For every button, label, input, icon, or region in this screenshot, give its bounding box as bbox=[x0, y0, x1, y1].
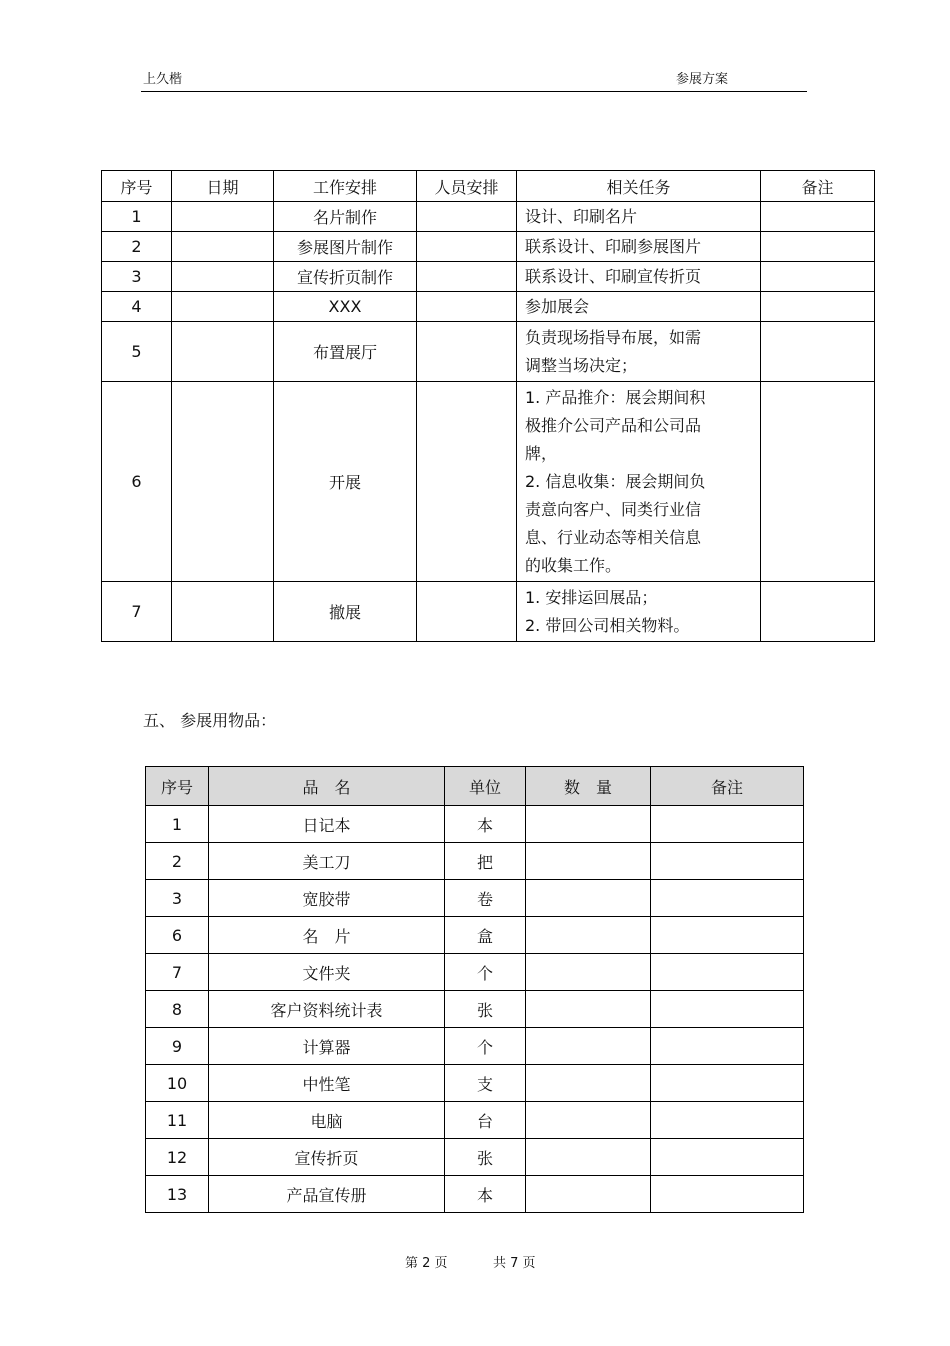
supplies-cell-qty bbox=[526, 917, 651, 954]
task-line: 极推介公司产品和公司品 bbox=[525, 415, 702, 435]
supplies-cell-no: 7 bbox=[146, 954, 209, 991]
supplies-cell-no: 12 bbox=[146, 1139, 209, 1176]
header-company: 上久楷 bbox=[143, 72, 183, 87]
supplies-header-unit: 单位 bbox=[445, 767, 526, 806]
schedule-header-staff: 人员安排 bbox=[417, 171, 517, 202]
schedule-cell-staff bbox=[417, 202, 517, 232]
supplies-cell-no: 2 bbox=[146, 843, 209, 880]
task-line: 责意向客户、同类行业信 bbox=[525, 499, 702, 519]
schedule-cell-note bbox=[761, 322, 875, 382]
schedule-cell-date bbox=[172, 292, 274, 322]
supplies-cell-qty bbox=[526, 806, 651, 843]
supplies-cell-note bbox=[651, 1139, 804, 1176]
schedule-cell-task bbox=[517, 292, 761, 322]
schedule-cell-note bbox=[761, 202, 875, 232]
supplies-cell-note bbox=[651, 843, 804, 880]
schedule-cell-work: 参展图片制作 bbox=[274, 232, 417, 262]
supplies-cell-name: 日记本 bbox=[209, 806, 445, 843]
supplies-row bbox=[146, 1139, 804, 1176]
schedule-cell-staff bbox=[417, 382, 517, 582]
supplies-row bbox=[146, 917, 804, 954]
schedule-cell-task bbox=[517, 232, 761, 262]
schedule-header-task: 相关任务 bbox=[517, 171, 761, 202]
task-line: 联系设计、印刷参展图片 bbox=[525, 236, 702, 256]
schedule-cell-no: 2 bbox=[102, 232, 172, 262]
supplies-cell-name: 计算器 bbox=[209, 1028, 445, 1065]
supplies-cell-note bbox=[651, 880, 804, 917]
supplies-cell-no: 9 bbox=[146, 1028, 209, 1065]
supplies-row bbox=[146, 1028, 804, 1065]
schedule-cell-task bbox=[517, 202, 761, 232]
supplies-header-row bbox=[146, 767, 804, 806]
supplies-cell-unit: 本 bbox=[445, 1176, 526, 1213]
schedule-cell-work: 宣传折页制作 bbox=[274, 262, 417, 292]
schedule-cell-no: 5 bbox=[102, 322, 172, 382]
supplies-cell-qty bbox=[526, 1065, 651, 1102]
schedule-row bbox=[102, 582, 875, 642]
schedule-cell-work: 布置展厅 bbox=[274, 322, 417, 382]
schedule-cell-no: 1 bbox=[102, 202, 172, 232]
supplies-row bbox=[146, 880, 804, 917]
supplies-cell-no: 13 bbox=[146, 1176, 209, 1213]
schedule-row bbox=[102, 322, 875, 382]
supplies-cell-qty bbox=[526, 1102, 651, 1139]
schedule-cell-note bbox=[761, 292, 875, 322]
task-line: 息、行业动态等相关信息 bbox=[525, 527, 702, 547]
schedule-cell-note bbox=[761, 232, 875, 262]
schedule-cell-no: 6 bbox=[102, 382, 172, 582]
supplies-cell-qty bbox=[526, 991, 651, 1028]
task-line: 2. 带回公司相关物料。 bbox=[525, 615, 690, 635]
supplies-cell-name: 电脑 bbox=[209, 1102, 445, 1139]
header-rule bbox=[141, 91, 807, 92]
schedule-row bbox=[102, 232, 875, 262]
task-line: 的收集工作。 bbox=[525, 555, 622, 575]
schedule-cell-date bbox=[172, 202, 274, 232]
schedule-cell-no: 4 bbox=[102, 292, 172, 322]
supplies-cell-qty bbox=[526, 880, 651, 917]
schedule-row bbox=[102, 382, 875, 582]
schedule-cell-work: 撤展 bbox=[274, 582, 417, 642]
supplies-cell-no: 6 bbox=[146, 917, 209, 954]
supplies-cell-no: 10 bbox=[146, 1065, 209, 1102]
supplies-header-name: 品 名 bbox=[209, 767, 445, 806]
supplies-cell-unit: 台 bbox=[445, 1102, 526, 1139]
supplies-cell-note bbox=[651, 806, 804, 843]
supplies-cell-unit: 卷 bbox=[445, 880, 526, 917]
supplies-header-no: 序号 bbox=[146, 767, 209, 806]
schedule-header-note: 备注 bbox=[761, 171, 875, 202]
supplies-cell-qty bbox=[526, 1139, 651, 1176]
supplies-cell-unit: 个 bbox=[445, 1028, 526, 1065]
task-line: 调整当场决定； bbox=[525, 355, 638, 375]
supplies-cell-note bbox=[651, 1028, 804, 1065]
schedule-cell-date bbox=[172, 582, 274, 642]
supplies-cell-note bbox=[651, 1065, 804, 1102]
supplies-row bbox=[146, 806, 804, 843]
schedule-cell-task bbox=[517, 382, 761, 582]
supplies-cell-unit: 张 bbox=[445, 1139, 526, 1176]
supplies-row bbox=[146, 1102, 804, 1139]
schedule-header-row bbox=[102, 171, 875, 202]
schedule-cell-date bbox=[172, 262, 274, 292]
supplies-cell-qty bbox=[526, 1176, 651, 1213]
schedule-cell-staff bbox=[417, 292, 517, 322]
supplies-cell-name: 中性笔 bbox=[209, 1065, 445, 1102]
supplies-cell-note bbox=[651, 991, 804, 1028]
supplies-cell-name: 宽胶带 bbox=[209, 880, 445, 917]
task-line: 牌， bbox=[525, 443, 558, 463]
page-number: 第 2 页 bbox=[405, 1256, 448, 1271]
supplies-cell-no: 8 bbox=[146, 991, 209, 1028]
supplies-cell-unit: 本 bbox=[445, 806, 526, 843]
supplies-cell-name: 美工刀 bbox=[209, 843, 445, 880]
schedule-cell-date bbox=[172, 322, 274, 382]
schedule-cell-work: 名片制作 bbox=[274, 202, 417, 232]
supplies-row bbox=[146, 843, 804, 880]
supplies-cell-qty bbox=[526, 843, 651, 880]
supplies-cell-name: 宣传折页 bbox=[209, 1139, 445, 1176]
schedule-cell-note bbox=[761, 382, 875, 582]
schedule-cell-work: 开展 bbox=[274, 382, 417, 582]
schedule-cell-task bbox=[517, 262, 761, 292]
supplies-cell-name: 文件夹 bbox=[209, 954, 445, 991]
supplies-cell-qty bbox=[526, 1028, 651, 1065]
supplies-header-qty: 数 量 bbox=[526, 767, 651, 806]
schedule-row bbox=[102, 202, 875, 232]
supplies-cell-unit: 把 bbox=[445, 843, 526, 880]
schedule-row bbox=[102, 292, 875, 322]
schedule-cell-staff bbox=[417, 322, 517, 382]
supplies-row bbox=[146, 954, 804, 991]
header-doc-title: 参展方案 bbox=[676, 72, 729, 87]
supplies-header-note: 备注 bbox=[651, 767, 804, 806]
task-line: 联系设计、印刷宣传折页 bbox=[525, 266, 702, 286]
supplies-cell-note bbox=[651, 954, 804, 991]
supplies-cell-note bbox=[651, 1176, 804, 1213]
supplies-cell-name: 产品宣传册 bbox=[209, 1176, 445, 1213]
schedule-cell-no: 3 bbox=[102, 262, 172, 292]
task-line: 参加展会 bbox=[525, 296, 590, 316]
supplies-cell-unit: 盒 bbox=[445, 917, 526, 954]
supplies-row bbox=[146, 1065, 804, 1102]
schedule-cell-staff bbox=[417, 232, 517, 262]
schedule-cell-date bbox=[172, 232, 274, 262]
supplies-cell-no: 1 bbox=[146, 806, 209, 843]
task-line: 1. 产品推介：展会期间积 bbox=[525, 387, 706, 407]
page-total: 共 7 页 bbox=[493, 1256, 536, 1271]
supplies-row bbox=[146, 1176, 804, 1213]
supplies-cell-unit: 支 bbox=[445, 1065, 526, 1102]
schedule-cell-staff bbox=[417, 262, 517, 292]
supplies-row bbox=[146, 991, 804, 1028]
schedule-cell-note bbox=[761, 262, 875, 292]
schedule-cell-work: XXX bbox=[274, 292, 417, 322]
supplies-cell-unit: 个 bbox=[445, 954, 526, 991]
supplies-cell-qty bbox=[526, 954, 651, 991]
schedule-row bbox=[102, 262, 875, 292]
schedule-header-work: 工作安排 bbox=[274, 171, 417, 202]
schedule-cell-date bbox=[172, 382, 274, 582]
supplies-cell-name: 名 片 bbox=[209, 917, 445, 954]
task-line: 设计、印刷名片 bbox=[525, 206, 638, 226]
schedule-cell-no: 7 bbox=[102, 582, 172, 642]
section-heading: 五、 参展用物品： bbox=[143, 711, 277, 730]
supplies-cell-note bbox=[651, 1102, 804, 1139]
schedule-header-date: 日期 bbox=[172, 171, 274, 202]
schedule-cell-task bbox=[517, 322, 761, 382]
schedule-table bbox=[101, 170, 875, 642]
supplies-cell-unit: 张 bbox=[445, 991, 526, 1028]
schedule-cell-task bbox=[517, 582, 761, 642]
supplies-cell-note bbox=[651, 917, 804, 954]
task-line: 负责现场指导布展，如需 bbox=[525, 327, 702, 347]
schedule-cell-note bbox=[761, 582, 875, 642]
supplies-cell-no: 3 bbox=[146, 880, 209, 917]
supplies-table bbox=[145, 766, 804, 1213]
task-line: 1. 安排运回展品； bbox=[525, 587, 658, 607]
schedule-cell-staff bbox=[417, 582, 517, 642]
supplies-cell-name: 客户资料统计表 bbox=[209, 991, 445, 1028]
schedule-header-no: 序号 bbox=[102, 171, 172, 202]
task-line: 2. 信息收集：展会期间负 bbox=[525, 471, 706, 491]
supplies-cell-no: 11 bbox=[146, 1102, 209, 1139]
